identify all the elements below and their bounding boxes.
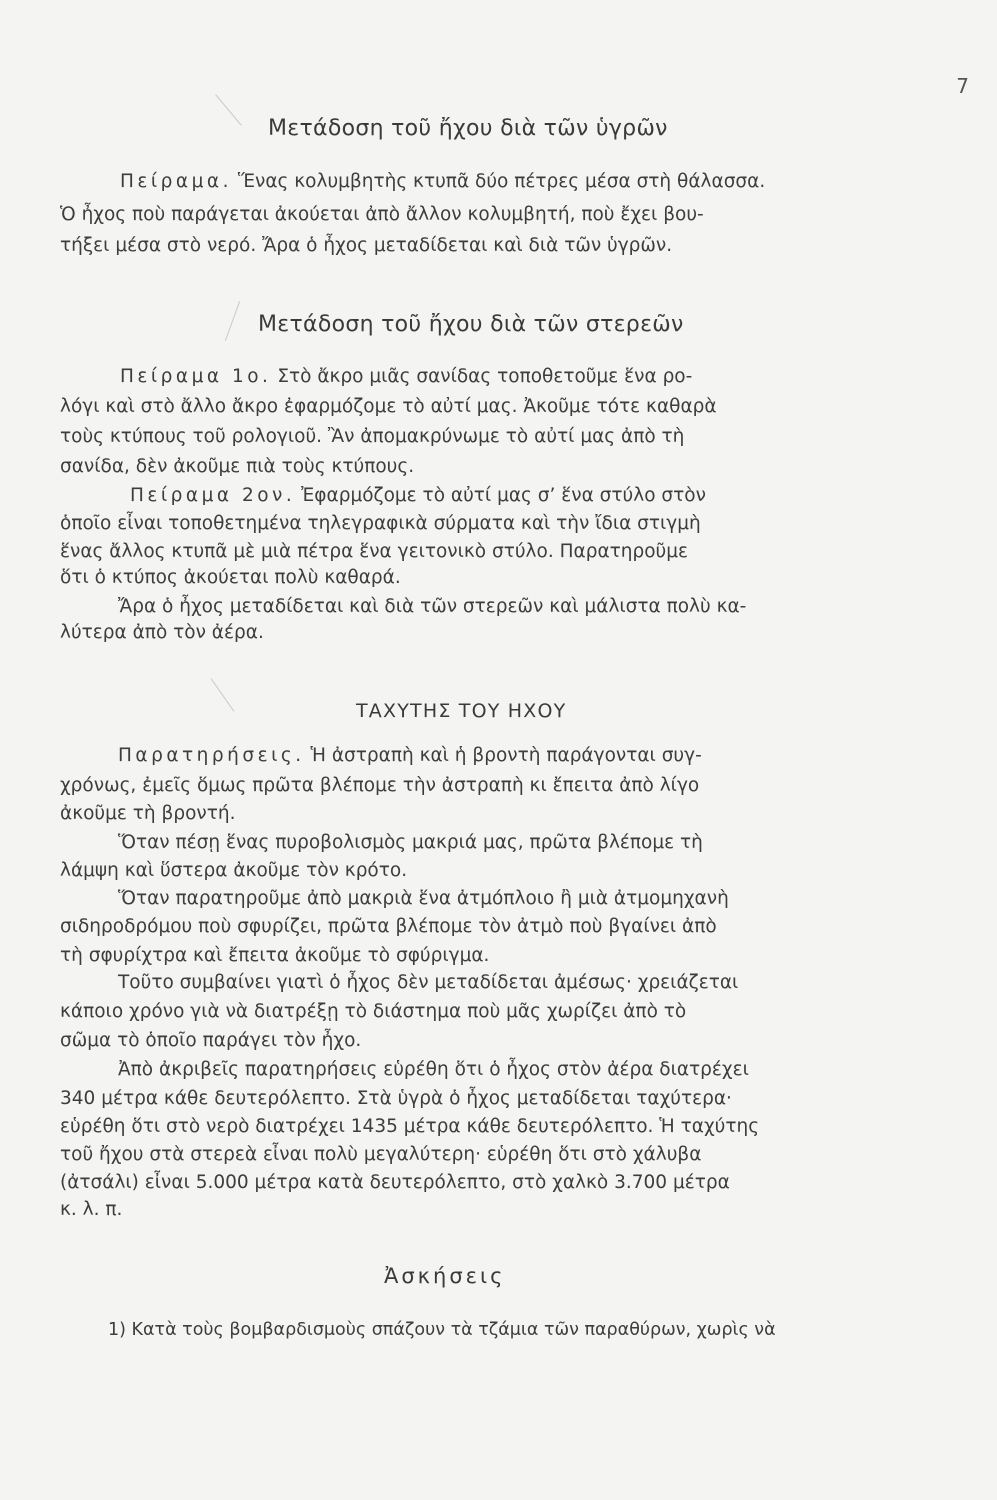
text-line: σῶμα τὸ ὁποῖο παράγει τὸν ἦχο. [60, 1030, 362, 1051]
text-line: λύτερα ἀπὸ τὸν ἀέρα. [60, 622, 264, 643]
text-line: Παρατηρήσεις. Ἡ ἀστραπὴ καὶ ἡ βροντὴ παράγονται συγ- [118, 745, 702, 766]
section-heading-liquids: Μετάδοση τοῦ ἤχου διὰ τῶν ὑγρῶν [268, 116, 668, 141]
text-line: Ἄρα ὁ ἦχος μεταδίδεται καὶ διὰ τῶν στερεῶν καὶ μάλιστα πολὺ κα- [118, 596, 747, 617]
text-line: τὴ σφυρίχτρα καὶ ἔπειτα ἀκοῦμε τὸ σφύριγμα. [60, 945, 490, 966]
scan-mark [211, 678, 235, 711]
text-line: 1) Κατὰ τοὺς βομβαρδισμοὺς σπάζουν τὰ τζάμια τῶν παραθύρων, χωρὶς νὰ [108, 1320, 776, 1340]
scan-mark [225, 301, 240, 341]
text-line: ἕνας ἄλλος κτυπᾶ μὲ μιὰ πέτρα ἕνα γειτονικὸ στύλο. Παρατηροῦμε [60, 541, 689, 562]
text-line: τήξει μέσα στὸ νερό. Ἄρα ὁ ἦχος μεταδίδεται καὶ διὰ τῶν ὑγρῶν. [60, 235, 673, 256]
text-line: Ὅταν παρατηροῦμε ἀπὸ μακριὰ ἕνα ἀτμόπλοιο ἢ μιὰ ἀτμομηχανὴ [118, 888, 729, 909]
observations-lead: Παρατηρήσεις. [118, 745, 305, 766]
experiment-lead: Πείραμα 2ον. [130, 485, 296, 506]
text-line: λάμψη καὶ ὕστερα ἀκοῦμε τὸν κρότο. [60, 860, 408, 881]
text-line: Ὁ ἦχος ποὺ παράγεται ἀκούεται ἀπὸ ἄλλον κολυμβητή, ποὺ ἔχει βου- [60, 204, 704, 225]
text-line: Πείραμα 1ο. Στὸ ἄκρο μιᾶς σανίδας τοποθετοῦμε ἕνα ρο- [120, 366, 693, 387]
text-line: (ἀτσάλι) εἶναι 5.000 μέτρα κατὰ δευτερόλεπτο, στὸ χαλκὸ 3.700 μέτρα [60, 1172, 730, 1193]
text-line: Τοῦτο συμβαίνει γιατὶ ὁ ἦχος δὲν μεταδίδεται ἀμέσως· χρειάζεται [118, 972, 739, 993]
text-line: τοῦ ἤχου στὰ στερεὰ εἶναι πολὺ μεγαλύτερη· εὑρέθη ὅτι στὸ χάλυβα [60, 1144, 702, 1165]
section-heading-speed: ΤΑΧΥΤΗΣ ΤΟΥ ΗΧΟΥ [356, 700, 567, 722]
scan-mark [215, 94, 241, 125]
section-heading-exercises: Ἀσκήσεις [384, 1264, 506, 1288]
text-line: κ. λ. π. [60, 1199, 123, 1220]
text-line: Ἀπὸ ἀκριβεῖς παρατηρήσεις εὑρέθη ὅτι ὁ ἦχος στὸν ἀέρα διατρέχει [118, 1059, 749, 1080]
text-line: Ὅταν πέσῃ ἕνας πυροβολισμὸς μακριά μας, πρῶτα βλέπομε τὴ [118, 832, 703, 853]
text-line: Πείραμα. Ἕνας κολυμβητὴς κτυπᾶ δύο πέτρες μέσα στὴ θάλασσα. [120, 171, 766, 192]
text-line: εὑρέθη ὅτι στὸ νερὸ διατρέχει 1435 μέτρα κάθε δευτερόλεπτο. Ἡ ταχύτης [60, 1116, 760, 1137]
experiment-lead: Πείραμα 1ο. [120, 366, 272, 387]
text-line: κάποιο χρόνο γιὰ νὰ διατρέξῃ τὸ διάστημα ποὺ μᾶς χωρίζει ἀπὸ τὸ [60, 1001, 687, 1022]
text-line: 340 μέτρα κάθε δευτερόλεπτο. Στὰ ὑγρὰ ὁ ἦχος μεταδίδεται ταχύτερα· [60, 1088, 732, 1109]
text-line: Πείραμα 2ον. Ἐφαρμόζομε τὸ αὐτί μας σ’ ἕνα στύλο στὸν [130, 485, 706, 506]
text-line: λόγι καὶ στὸ ἄλλο ἄκρο ἐφαρμόζομε τὸ αὐτί μας. Ἀκοῦμε τότε καθαρὰ [60, 396, 717, 417]
section-heading-solids: Μετάδοση τοῦ ἤχου διὰ τῶν στερεῶν [258, 312, 684, 337]
text-line: ὁποῖο εἶναι τοποθετημένα τηλεγραφικὰ σύρματα καὶ τὴν ἴδια στιγμὴ [60, 513, 701, 534]
experiment-lead: Πείραμα. [120, 171, 232, 192]
text-line: ἀκοῦμε τὴ βροντή. [60, 803, 236, 824]
text-line: ὅτι ὁ κτύπος ἀκούεται πολὺ καθαρά. [60, 567, 401, 588]
text-line: σανίδα, δὲν ἀκοῦμε πιὰ τοὺς κτύπους. [60, 456, 415, 477]
page-number: 7 [956, 74, 969, 98]
text-line: χρόνως, ἐμεῖς ὅμως πρῶτα βλέπομε τὴν ἀστραπὴ κι ἔπειτα ἀπὸ λίγο [60, 775, 700, 796]
text-line: τοὺς κτύπους τοῦ ρολογιοῦ. Ἂν ἀπομακρύνωμε τὸ αὐτί μας ἀπὸ τὴ [60, 426, 685, 447]
text-line: σιδηροδρόμου ποὺ σφυρίζει, πρῶτα βλέπομε τὸν ἀτμὸ ποὺ βγαίνει ἀπὸ [60, 916, 717, 937]
